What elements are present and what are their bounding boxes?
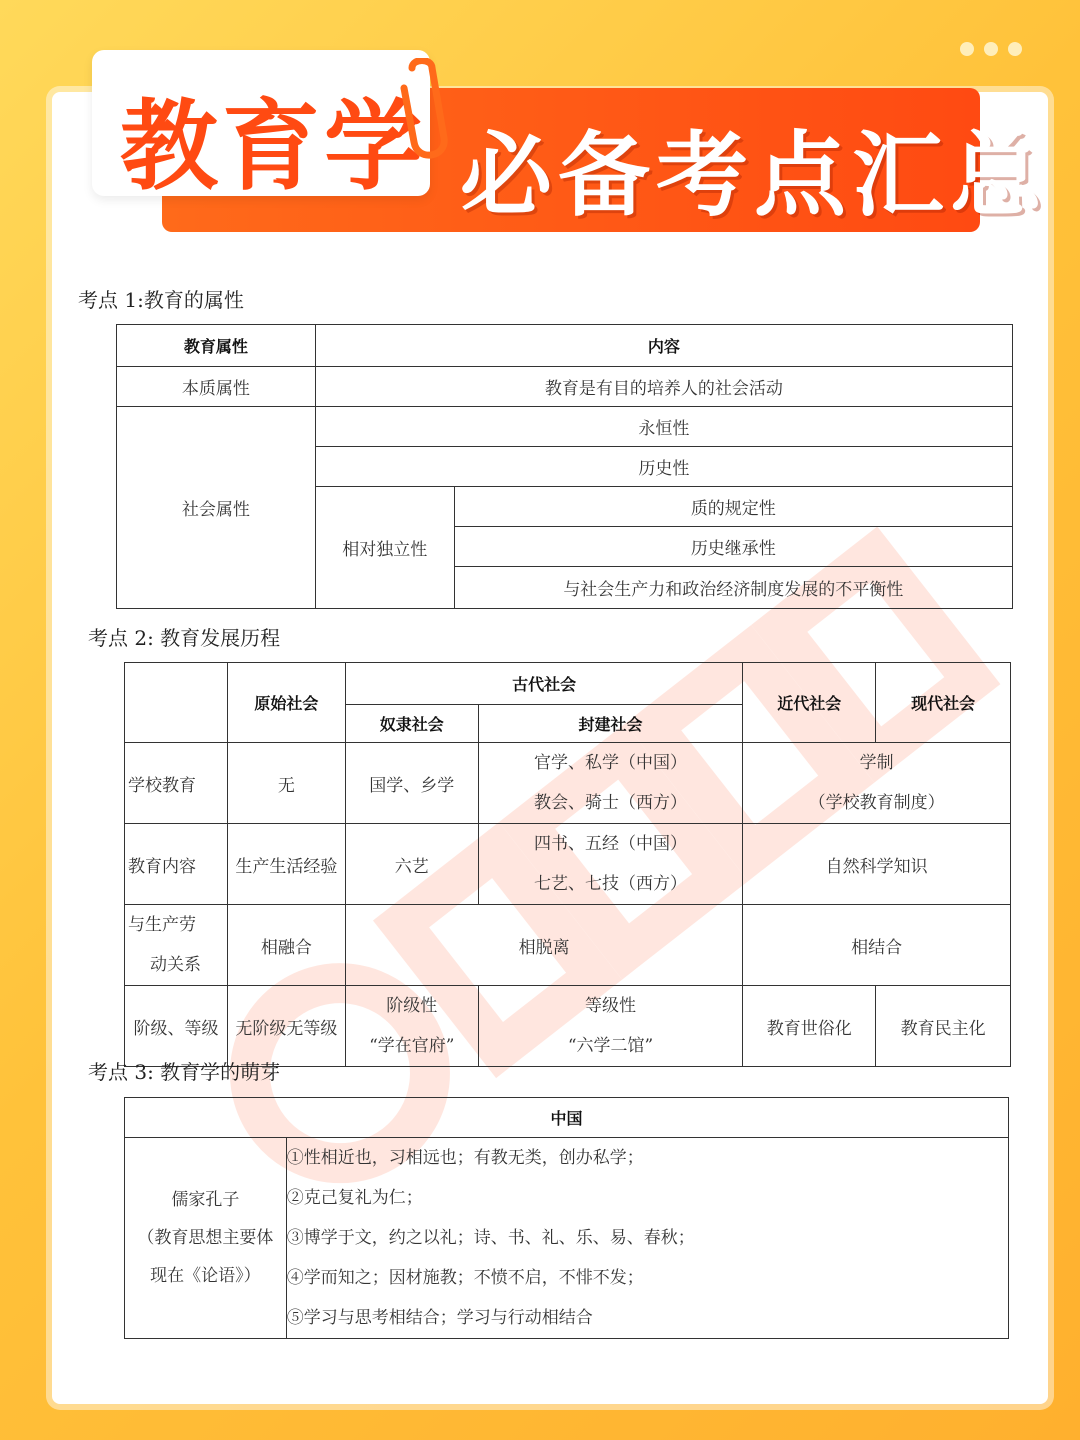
relative-item: 历史继承性 [454,527,1012,567]
row-label-labor [125,905,228,986]
class-slave [345,986,478,1067]
class-slave-line2: “学在官府” [369,1036,455,1056]
confucius-points [286,1138,1008,1339]
school-feudal-west: 教会、骑士（西方） [534,793,688,813]
section-3-title: 考点 3: 教育学的萌芽 [88,1060,281,1084]
paperclip-icon [392,58,462,168]
point-item: ⑤学习与思考相结合；学习与行动相结合 [286,1308,593,1328]
labor-modern: 相结合 [743,905,1011,986]
class-feudal-line1: 等级性 [585,996,637,1016]
point-item: ③博学于文，约之以礼；诗、书、礼、乐、易、春秋； [286,1228,695,1248]
school-modern-line1: 学制 [859,753,894,773]
labor-primitive: 相融合 [227,905,345,986]
corner-cell [125,663,228,743]
school-modern-line2: （学校教育制度） [808,793,945,813]
content-primitive: 生产生活经验 [227,824,345,905]
confucius-line2: （教育思想主要体 [137,1228,274,1248]
header-modern-early: 近代社会 [743,663,876,743]
row-label-class: 阶级、等级 [125,986,228,1067]
relative-independence-label: 相对独立性 [315,487,454,609]
school-modern [743,743,1011,824]
school-primitive: 无 [227,743,345,824]
class-slave-line1: 阶级性 [386,996,438,1016]
header-feudal: 封建社会 [478,705,743,743]
page-title: 必备考点汇总 [460,122,1049,229]
class-modern: 教育民主化 [876,986,1011,1067]
class-modern-early: 教育世俗化 [743,986,876,1067]
content-feudal [478,824,743,905]
class-feudal-line2: “六学二馆” [567,1036,654,1056]
relative-item: 与社会生产力和政治经济制度发展的不平衡性 [454,567,1012,609]
essence-content: 教育是有目的培养人的社会活动 [315,367,1012,407]
dot [984,42,998,56]
decorative-dots [960,42,1022,56]
class-feudal [478,986,743,1067]
origin-table [124,1097,1009,1339]
social-label: 社会属性 [117,407,316,609]
attributes-table [116,324,1013,609]
content-feudal-west: 七艺、七技（西方） [534,874,688,894]
confucius-cell [125,1138,287,1339]
content-slave: 六艺 [345,824,478,905]
header-china: 中国 [125,1098,1009,1138]
header-ancient: 古代社会 [345,663,742,705]
header-content: 内容 [315,325,1012,367]
dot [960,42,974,56]
confucius-line1: 儒家孔子 [171,1190,240,1210]
row-label-school: 学校教育 [125,743,228,824]
labor-ancient: 相脱离 [345,905,742,986]
school-slave: 国学、乡学 [345,743,478,824]
header-modern: 现代社会 [876,663,1011,743]
subject-label: 教育学 [120,90,427,204]
point-item: ④学而知之；因材施教；不愤不启，不悱不发； [286,1268,644,1288]
labor-label-line2: 动关系 [150,955,201,975]
section-1-title: 考点 1:教育的属性 [78,288,244,312]
relative-item: 质的规定性 [454,487,1012,527]
point-item: ②克己复礼为仁； [286,1188,423,1208]
dot [1008,42,1022,56]
history-table [124,662,1011,1067]
content-feudal-china: 四书、五经（中国） [534,834,688,854]
point-item: ①性相近也，习相远也；有教无类，创办私学； [286,1148,644,1168]
header-primitive: 原始社会 [227,663,345,743]
row-label-content: 教育内容 [125,824,228,905]
confucius-line3: 现在《论语》） [150,1266,261,1286]
section-2-title: 考点 2: 教育发展历程 [88,626,281,650]
labor-label-line1: 与生产劳 [128,915,196,935]
school-feudal-china: 官学、私学（中国） [534,753,688,773]
header-attribute: 教育属性 [117,325,316,367]
header-slave: 奴隶社会 [345,705,478,743]
class-primitive: 无阶级无等级 [227,986,345,1067]
social-item: 永恒性 [315,407,1012,447]
social-item: 历史性 [315,447,1012,487]
school-feudal [478,743,743,824]
essence-label: 本质属性 [117,367,316,407]
content-modern: 自然科学知识 [743,824,1011,905]
